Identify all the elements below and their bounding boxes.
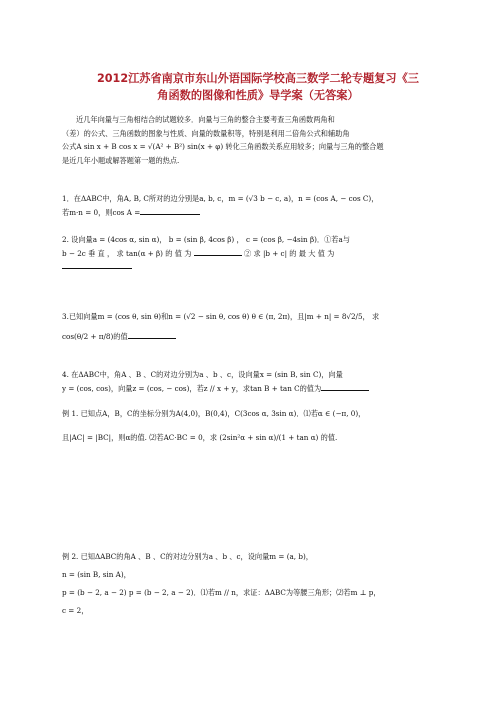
example-line: n = (sin B, sin A)， [62, 570, 131, 579]
intro-line: 近几年向量与三角相结合的试题较多．向量与三角的整合主要考查三角函数两角和 [76, 115, 335, 124]
problem-text: b − 2c 垂 直 ， 求 tan(α + β) 的 值 为 [62, 248, 192, 258]
problem-2 [62, 233, 444, 274]
problem-line: 2. 设向量a = (4cos α, sin α)， b = (sin β, 4cos β) ， c = (cos β, −4sin β)．①若a与 [62, 235, 350, 244]
problem-text: ② 求 |b + c| 的 最 大 值 为 [244, 248, 335, 258]
example-line: c = 2， [62, 606, 89, 615]
title-line-2: 角函数的图像和性质》导学案（无答案） [157, 89, 359, 102]
problem-text: cos(θ/2 + π/8)的值 [62, 331, 128, 341]
intro-line: 公式A sin x + B cos x = √(A² + B²) sin(x + φ) 转化三角函数关系应用较多；向量与三角的整合题 [62, 142, 384, 151]
example-line: p = (b − 2, a − 2) p = (b − 2, a − 2)．⑴若m // n，求证：ΔABC为等腰三角形；⑵若m ⊥ p， [62, 588, 381, 597]
problem-line: 3.已知向量m = (cos θ, sin θ)和n = (√2 − sin θ, cos θ) θ ∈ (π, 2π)，且|m + n| = 8√2/5， 求 [62, 312, 380, 321]
example-line: 且|AC| = |BC|，则α的值. ⑵若AC·BC = 0，求 (2sin²α + sin α)/(1 + tan α) 的值. [62, 432, 338, 442]
answer-blank[interactable] [62, 261, 132, 269]
answer-blank[interactable] [321, 383, 369, 391]
title-line-1: 2012江苏省南京市东山外语国际学校高三数学二轮专题复习《三 [96, 72, 419, 85]
intro-line: （差）的公式、三角函数的图象与性质、向量的数量积等，特别是利用二倍角公式和辅助角 [62, 128, 350, 138]
problem-line [62, 330, 444, 344]
problem-1 [62, 192, 444, 219]
problem-line [62, 382, 444, 396]
problem-line: 4. 在ΔABC中，角A 、B 、C的对边分别为a 、b 、c，设向量x = (sin B, sin C)，向量 [62, 370, 343, 379]
answer-blank[interactable] [128, 331, 176, 339]
problem-line [62, 206, 444, 220]
answer-blank[interactable] [194, 248, 242, 256]
example-line: 例 2. 已知ΔABC的角A 、B 、C的对边分别为a 、b 、c，设向量m = (a, b)， [62, 552, 313, 561]
problem-text: y = (cos, cos)，向量z = (cos, − cos)，若z // x + y，求tan B + tan C的值为 [62, 383, 322, 393]
intro-line: 是近几年小题或解答题第一题的热点. [62, 155, 180, 165]
example-1 [62, 407, 444, 444]
problem-3 [62, 310, 444, 343]
answer-blank[interactable] [140, 207, 200, 215]
problem-line [62, 260, 444, 274]
problem-text: 若m·n = 0，则cos A = [62, 207, 141, 217]
intro-paragraph [62, 113, 444, 167]
problem-line [62, 247, 444, 261]
example-line: 例 1. 已知点A，B，C的坐标分别为A(4,0)，B(0,4)，C(3cos α, 3sin α)．⑴若α ∈ (−π, 0)， [62, 409, 366, 418]
document-title [58, 70, 458, 104]
example-2 [62, 548, 444, 620]
problem-4 [62, 368, 444, 395]
problem-line: 1．在ΔABC中，角A, B, C所对的边分别是a, b, c，m = (√3 b − c, a)，n = (cos A, − cos C)， [62, 194, 379, 203]
